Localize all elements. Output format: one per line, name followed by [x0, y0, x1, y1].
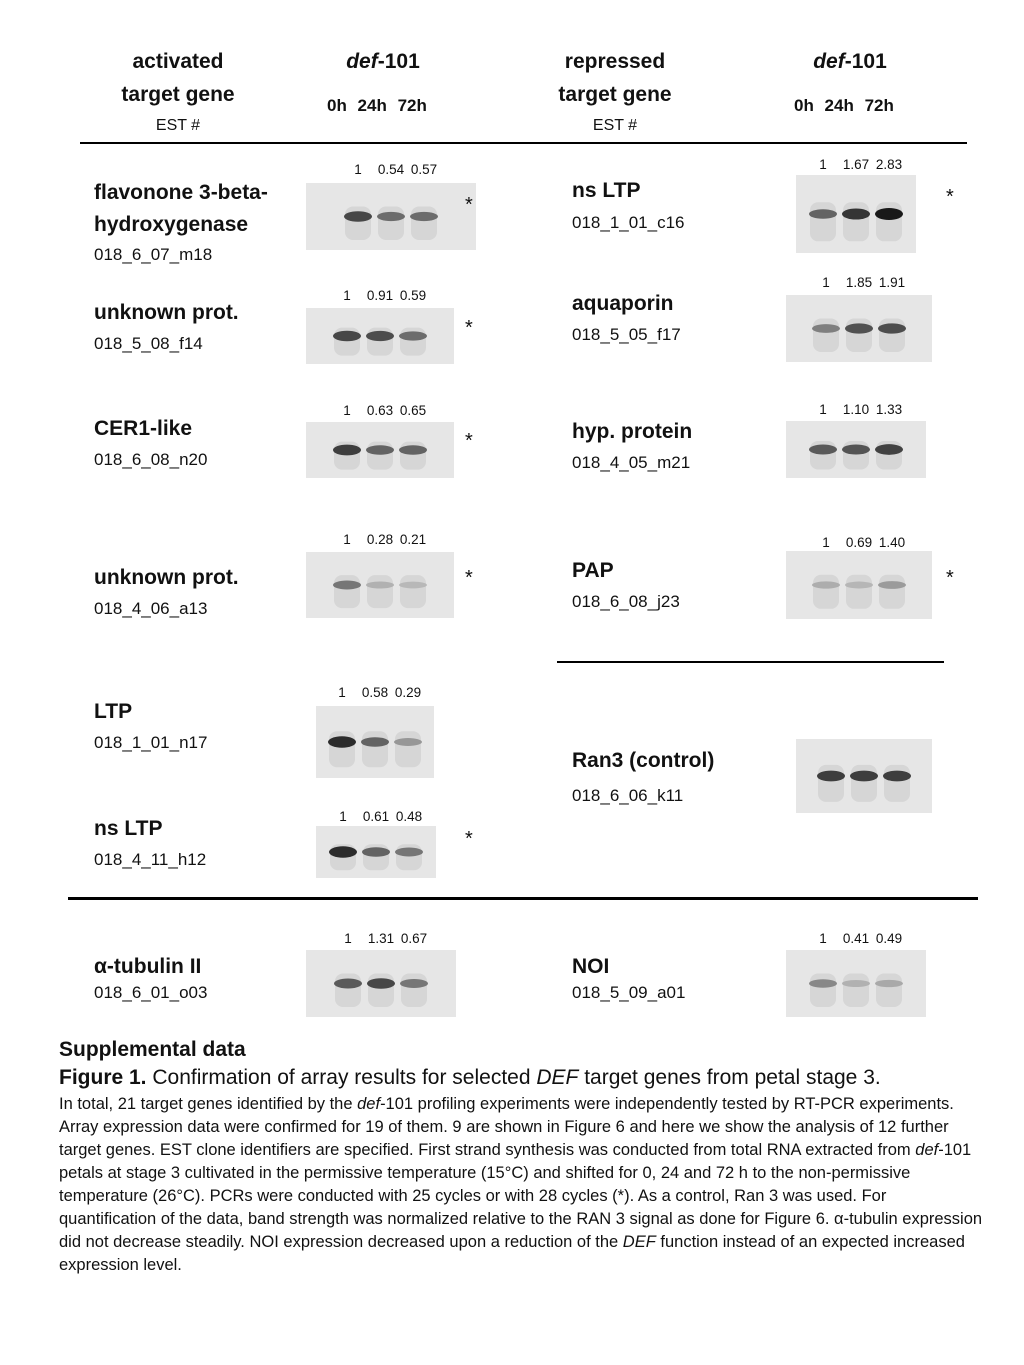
gel-lane: [884, 765, 910, 802]
gel-band: [812, 324, 840, 333]
band-quantification: 1.91: [878, 275, 906, 290]
right-gene-est: 018_4_05_m21: [572, 453, 691, 472]
gel-band: [399, 331, 427, 340]
gel-band: [845, 582, 873, 589]
figure-label: Figure 1.: [59, 1066, 147, 1089]
gel-image: [306, 950, 456, 1017]
caption-part: -101 profiling experiments were independently tested by RT-PCR experiments. Array expression data were confirmed for 19 of them. 9 are shown in Figure 6 and here we show the analysis of 12 further target genes. EST clone identifiers are specified. First strand synthesis was conducted from total RNA extracted from: [59, 1095, 954, 1159]
gel-lane: [876, 973, 902, 1007]
cycle-star-marker: *: [465, 430, 473, 452]
band-quantification: 0.48: [395, 809, 423, 824]
gel-image: [796, 739, 932, 813]
band-quantification: 0.57: [410, 162, 438, 177]
left-header-line1: activated: [132, 50, 224, 73]
cycle-star-marker: *: [465, 194, 473, 216]
right-strain-italic: def: [813, 50, 845, 73]
gel-band: [334, 979, 362, 989]
band-quantification: 0.69: [845, 535, 873, 550]
left-gene-name: unknown prot.: [94, 566, 239, 589]
figure-title-a: Confirmation of array results for selected: [146, 1066, 537, 1089]
right-header-line1: repressed: [564, 50, 666, 73]
band-quantification: 1.31: [367, 931, 395, 946]
gel-lane: [335, 973, 361, 1007]
gel-lane: [813, 575, 839, 609]
left-gene-est: 018_6_07_m18: [94, 245, 213, 264]
band-quantification: 1: [822, 275, 830, 290]
band-quantification: 0.49: [875, 931, 903, 946]
band-quantification: 1: [819, 402, 827, 417]
gel-lane: [362, 731, 388, 767]
left-strain-italic: def: [346, 50, 378, 73]
left-gene-name: ns LTP: [94, 817, 163, 840]
gel-band: [878, 581, 906, 589]
left-gene-est: 018_4_06_a13: [94, 599, 208, 618]
left-gene-est: 018_6_08_n20: [94, 450, 208, 469]
gel-band: [367, 978, 395, 989]
gel-band: [809, 445, 837, 455]
gel-band: [395, 848, 423, 857]
left-gene-est: 018_4_11_h12: [94, 850, 207, 869]
gel-band: [399, 445, 427, 455]
band-quantification: 0.58: [361, 685, 389, 700]
band-quantification: 0.59: [399, 288, 427, 303]
caption-part: function instead of an expected increased expression level.: [59, 1233, 965, 1274]
gel-band: [883, 771, 911, 782]
right-gene-est: 018_6_08_j23: [572, 592, 680, 611]
gel-image: [786, 421, 926, 478]
bottom-right-gene-name: NOI: [572, 955, 610, 978]
band-quantification: 1: [822, 535, 830, 550]
figure-caption-body: [59, 1093, 984, 1277]
left-header-strain: [283, 50, 483, 74]
gel-band: [333, 331, 361, 342]
band-quantification: 0.91: [366, 288, 394, 303]
gel-lane: [395, 731, 421, 767]
gel-image: [786, 551, 932, 619]
band-quantification: 1: [819, 931, 827, 946]
gel-band: [344, 211, 372, 222]
band-quantification: 1: [819, 157, 827, 172]
band-quantification: 1: [339, 809, 347, 824]
caption-italic: def: [357, 1095, 381, 1113]
gel-band: [399, 582, 427, 589]
gel-image: [786, 295, 932, 362]
gel-band: [875, 444, 903, 455]
right-header-est: EST #: [592, 117, 638, 134]
left-gene-name: CER1-like: [94, 417, 193, 440]
gel-band: [329, 846, 357, 857]
caption-part: -101 petals at stage 3 cultivated in the permissive temperature (15°C) and shifted for 0, 24 and 72 h to the non-permissive temperature (26°C). PCRs were conducted with 25 cycles or with 28 cycles (*). As a control, Ran 3 was used. For quantification of the data, band strength was normalized relative to the RAN 3 signal as done for Figure 6. α-tubulin expression did not decrease steadily. NOI expression decreased upon a reduction of the: [59, 1141, 983, 1251]
gel-band: [333, 581, 361, 590]
figure-title-def: DEF: [536, 1066, 579, 1089]
band-quantification: 1: [354, 162, 362, 177]
gel-band: [410, 212, 438, 221]
gel-band: [366, 581, 394, 588]
gel-lane: [810, 973, 836, 1007]
control-rule: [557, 661, 944, 663]
gel-lane: [367, 575, 393, 608]
band-quantification: 1.33: [875, 402, 903, 417]
band-quantification: 0.67: [400, 931, 428, 946]
gel-image: [316, 706, 434, 778]
bottom-left-gene-name: [94, 950, 201, 983]
gel-lane: [843, 973, 869, 1007]
band-quantification: 0.65: [399, 403, 427, 418]
gel-band: [366, 331, 394, 341]
gel-image: [786, 950, 926, 1017]
gel-lane: [334, 575, 360, 608]
gel-band: [377, 212, 405, 221]
right-gene-name: hyp. protein: [572, 420, 693, 443]
band-quantification: 1: [343, 288, 351, 303]
left-header-times: 0h 24h 72h: [327, 96, 427, 115]
band-quantification: 0.28: [366, 532, 394, 547]
band-quantification: 1: [343, 403, 351, 418]
gel-lane: [401, 973, 427, 1007]
cycle-star-marker: *: [465, 567, 473, 589]
gel-band: [842, 208, 870, 219]
alpha-symbol: α: [94, 955, 107, 978]
cycle-star-marker: *: [465, 317, 473, 339]
band-quantification: 0.54: [377, 162, 405, 177]
figure-title: [59, 1066, 999, 1090]
gel-band: [842, 444, 870, 454]
gel-image: [796, 175, 916, 253]
gel-band: [875, 208, 903, 220]
left-gene-name: flavonone 3-beta-: [94, 181, 268, 204]
left-header-line2: target gene: [121, 83, 235, 106]
gel-lane: [378, 206, 404, 240]
cycle-star-marker: *: [465, 828, 473, 850]
gel-lane: [411, 206, 437, 240]
band-quantification: 1: [338, 685, 346, 700]
gel-band: [400, 979, 428, 988]
band-quantification: 1: [343, 532, 351, 547]
gel-band: [850, 771, 878, 782]
gel-image: [306, 308, 454, 364]
band-quantification: 2.83: [875, 157, 903, 172]
caption-part: In total, 21 target genes identified by the: [59, 1095, 358, 1113]
band-quantification: 1.85: [845, 275, 873, 290]
right-strain-rest: -101: [844, 50, 887, 73]
band-quantification: 1.40: [878, 535, 906, 550]
left-gene-est: 018_1_01_n17: [94, 733, 208, 752]
gel-lane: [846, 575, 872, 609]
gel-lane: [879, 575, 905, 609]
cycle-star-marker: *: [946, 186, 954, 208]
gel-band: [809, 979, 837, 987]
header-rule: [80, 142, 967, 144]
gel-band: [812, 581, 840, 588]
bottom-left-name-rest: -tubulin II: [106, 955, 202, 978]
control-gene-name: Ran3 (control): [572, 749, 715, 772]
gel-lane: [843, 202, 869, 241]
gel-band: [362, 847, 390, 857]
band-quantification: 1: [344, 931, 352, 946]
right-header-line2: target gene: [558, 83, 672, 106]
section-rule: [68, 897, 978, 900]
band-quantification: 0.61: [362, 809, 390, 824]
bottom-right-gene-est: 018_5_09_a01: [572, 983, 686, 1002]
right-gene-est: 018_5_05_f17: [572, 325, 681, 344]
gel-image: [306, 183, 476, 250]
supplemental-heading: Supplemental data: [59, 1038, 246, 1061]
gel-lane: [851, 765, 877, 802]
caption-italic: def: [915, 1141, 939, 1159]
right-gene-name: aquaporin: [572, 292, 674, 315]
caption-italic: DEF: [622, 1233, 656, 1251]
band-quantification: 1.67: [842, 157, 870, 172]
gel-band: [361, 737, 389, 747]
gel-band: [394, 738, 422, 746]
left-strain-rest: -101: [377, 50, 420, 73]
right-gene-name: PAP: [572, 559, 614, 582]
band-quantification: 0.63: [366, 403, 394, 418]
gel-band: [817, 771, 845, 782]
right-gene-name: ns LTP: [572, 179, 641, 202]
right-header-times: 0h 24h 72h: [794, 96, 894, 115]
gel-image: [316, 826, 436, 878]
gel-band: [842, 980, 870, 987]
gel-band: [328, 736, 356, 747]
gel-band: [875, 980, 903, 987]
gel-band: [366, 445, 394, 455]
gel-lane: [818, 765, 844, 802]
band-quantification: 0.21: [399, 532, 427, 547]
gel-band: [333, 445, 361, 456]
band-quantification: 0.29: [394, 685, 422, 700]
figure-title-b: target genes from petal stage 3.: [578, 1066, 881, 1089]
right-gene-est: 018_1_01_c16: [572, 213, 685, 232]
gel-image: [306, 552, 454, 618]
left-gene-name: LTP: [94, 700, 133, 723]
left-header-est: EST #: [155, 117, 201, 134]
gel-lane: [400, 575, 426, 608]
left-gene-name: hydroxygenase: [94, 213, 249, 236]
gel-image: [306, 422, 454, 478]
left-gene-est: 018_5_08_f14: [94, 334, 203, 353]
gel-band: [809, 209, 837, 219]
right-header-strain: [750, 50, 950, 74]
gel-band: [878, 323, 906, 333]
left-gene-name: unknown prot.: [94, 301, 239, 324]
band-quantification: 0.41: [842, 931, 870, 946]
bottom-left-gene-est: 018_6_01_o03: [94, 983, 208, 1002]
gel-lane: [813, 318, 839, 352]
control-gene-est: 018_6_06_k11: [572, 786, 684, 805]
gel-band: [845, 323, 873, 333]
band-quantification: 1.10: [842, 402, 870, 417]
cycle-star-marker: *: [946, 567, 954, 589]
gel-lane: [810, 202, 836, 241]
